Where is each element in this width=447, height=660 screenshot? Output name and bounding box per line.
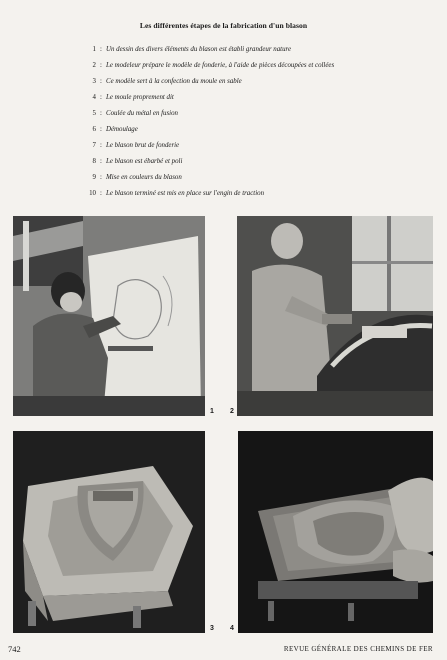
step-text: Le moule proprement dit <box>106 93 174 101</box>
step-number: 1 <box>92 45 96 53</box>
step-number: 6 <box>92 125 96 133</box>
step-text: Le blason terminé est mis en place sur l'engin de traction <box>106 189 265 197</box>
step-text: Le modeleur prépare le modèle de fonderie, à l'aide de pièces découpées et collées <box>106 61 335 69</box>
step-text: Ce modèle sert à la confection du moule en sable <box>106 77 242 85</box>
list-item: 1 : Un dessin des divers éléments du blason est établi grandeur nature <box>82 41 422 57</box>
photo-sand-mould <box>13 431 205 633</box>
step-number: 4 <box>92 93 96 101</box>
step-number: 10 <box>89 189 96 197</box>
list-item: 7 : Le blason brut de fonderie <box>82 137 422 153</box>
photo-casting <box>238 431 433 633</box>
step-number: 8 <box>92 157 96 165</box>
photo-modeller <box>237 216 433 416</box>
steps-list <box>82 41 422 201</box>
photo-label: 1 <box>210 408 214 415</box>
step-text: Coulée du métal en fusion <box>106 109 178 117</box>
step-text: Le blason brut de fonderie <box>106 141 180 149</box>
list-item: 4 : Le moule proprement dit <box>82 89 422 105</box>
photo-drawing <box>13 216 205 416</box>
photo-label: 3 <box>210 625 214 632</box>
step-number: 3 <box>92 77 96 85</box>
list-item: 9 : Mise en couleurs du blason <box>82 169 422 185</box>
step-number: 9 <box>92 173 96 181</box>
step-number: 5 <box>92 109 96 117</box>
list-item: 6 : Démoulage <box>82 121 422 137</box>
page-number: 742 <box>8 644 21 654</box>
photo-label: 4 <box>230 625 234 632</box>
page-title: Les différentes étapes de la fabrication d'un blason <box>139 21 308 30</box>
step-number: 7 <box>92 141 96 149</box>
step-text: Démoulage <box>106 125 138 133</box>
list-item: 3 : Ce modèle sert à la confection du moule en sable <box>82 73 422 89</box>
step-text: Un dessin des divers éléments du blason est établi grandeur nature <box>106 45 292 53</box>
step-number: 2 <box>92 61 96 69</box>
step-text: Le blason est ébarbé et poli <box>106 157 183 165</box>
photo-label: 2 <box>230 408 234 415</box>
list-item: 2 : Le modeleur prépare le modèle de fonderie, à l'aide de pièces découpées et collées <box>82 57 422 73</box>
list-item: 10 : Le blason terminé est mis en place sur l'engin de traction <box>82 185 422 201</box>
step-text: Mise en couleurs du blason <box>106 173 182 181</box>
list-item: 8 : Le blason est ébarbé et poli <box>82 153 422 169</box>
journal-name: REVUE GÉNÉRALE DES CHEMINS DE FER <box>283 645 433 653</box>
list-item: 5 : Coulée du métal en fusion <box>82 105 422 121</box>
